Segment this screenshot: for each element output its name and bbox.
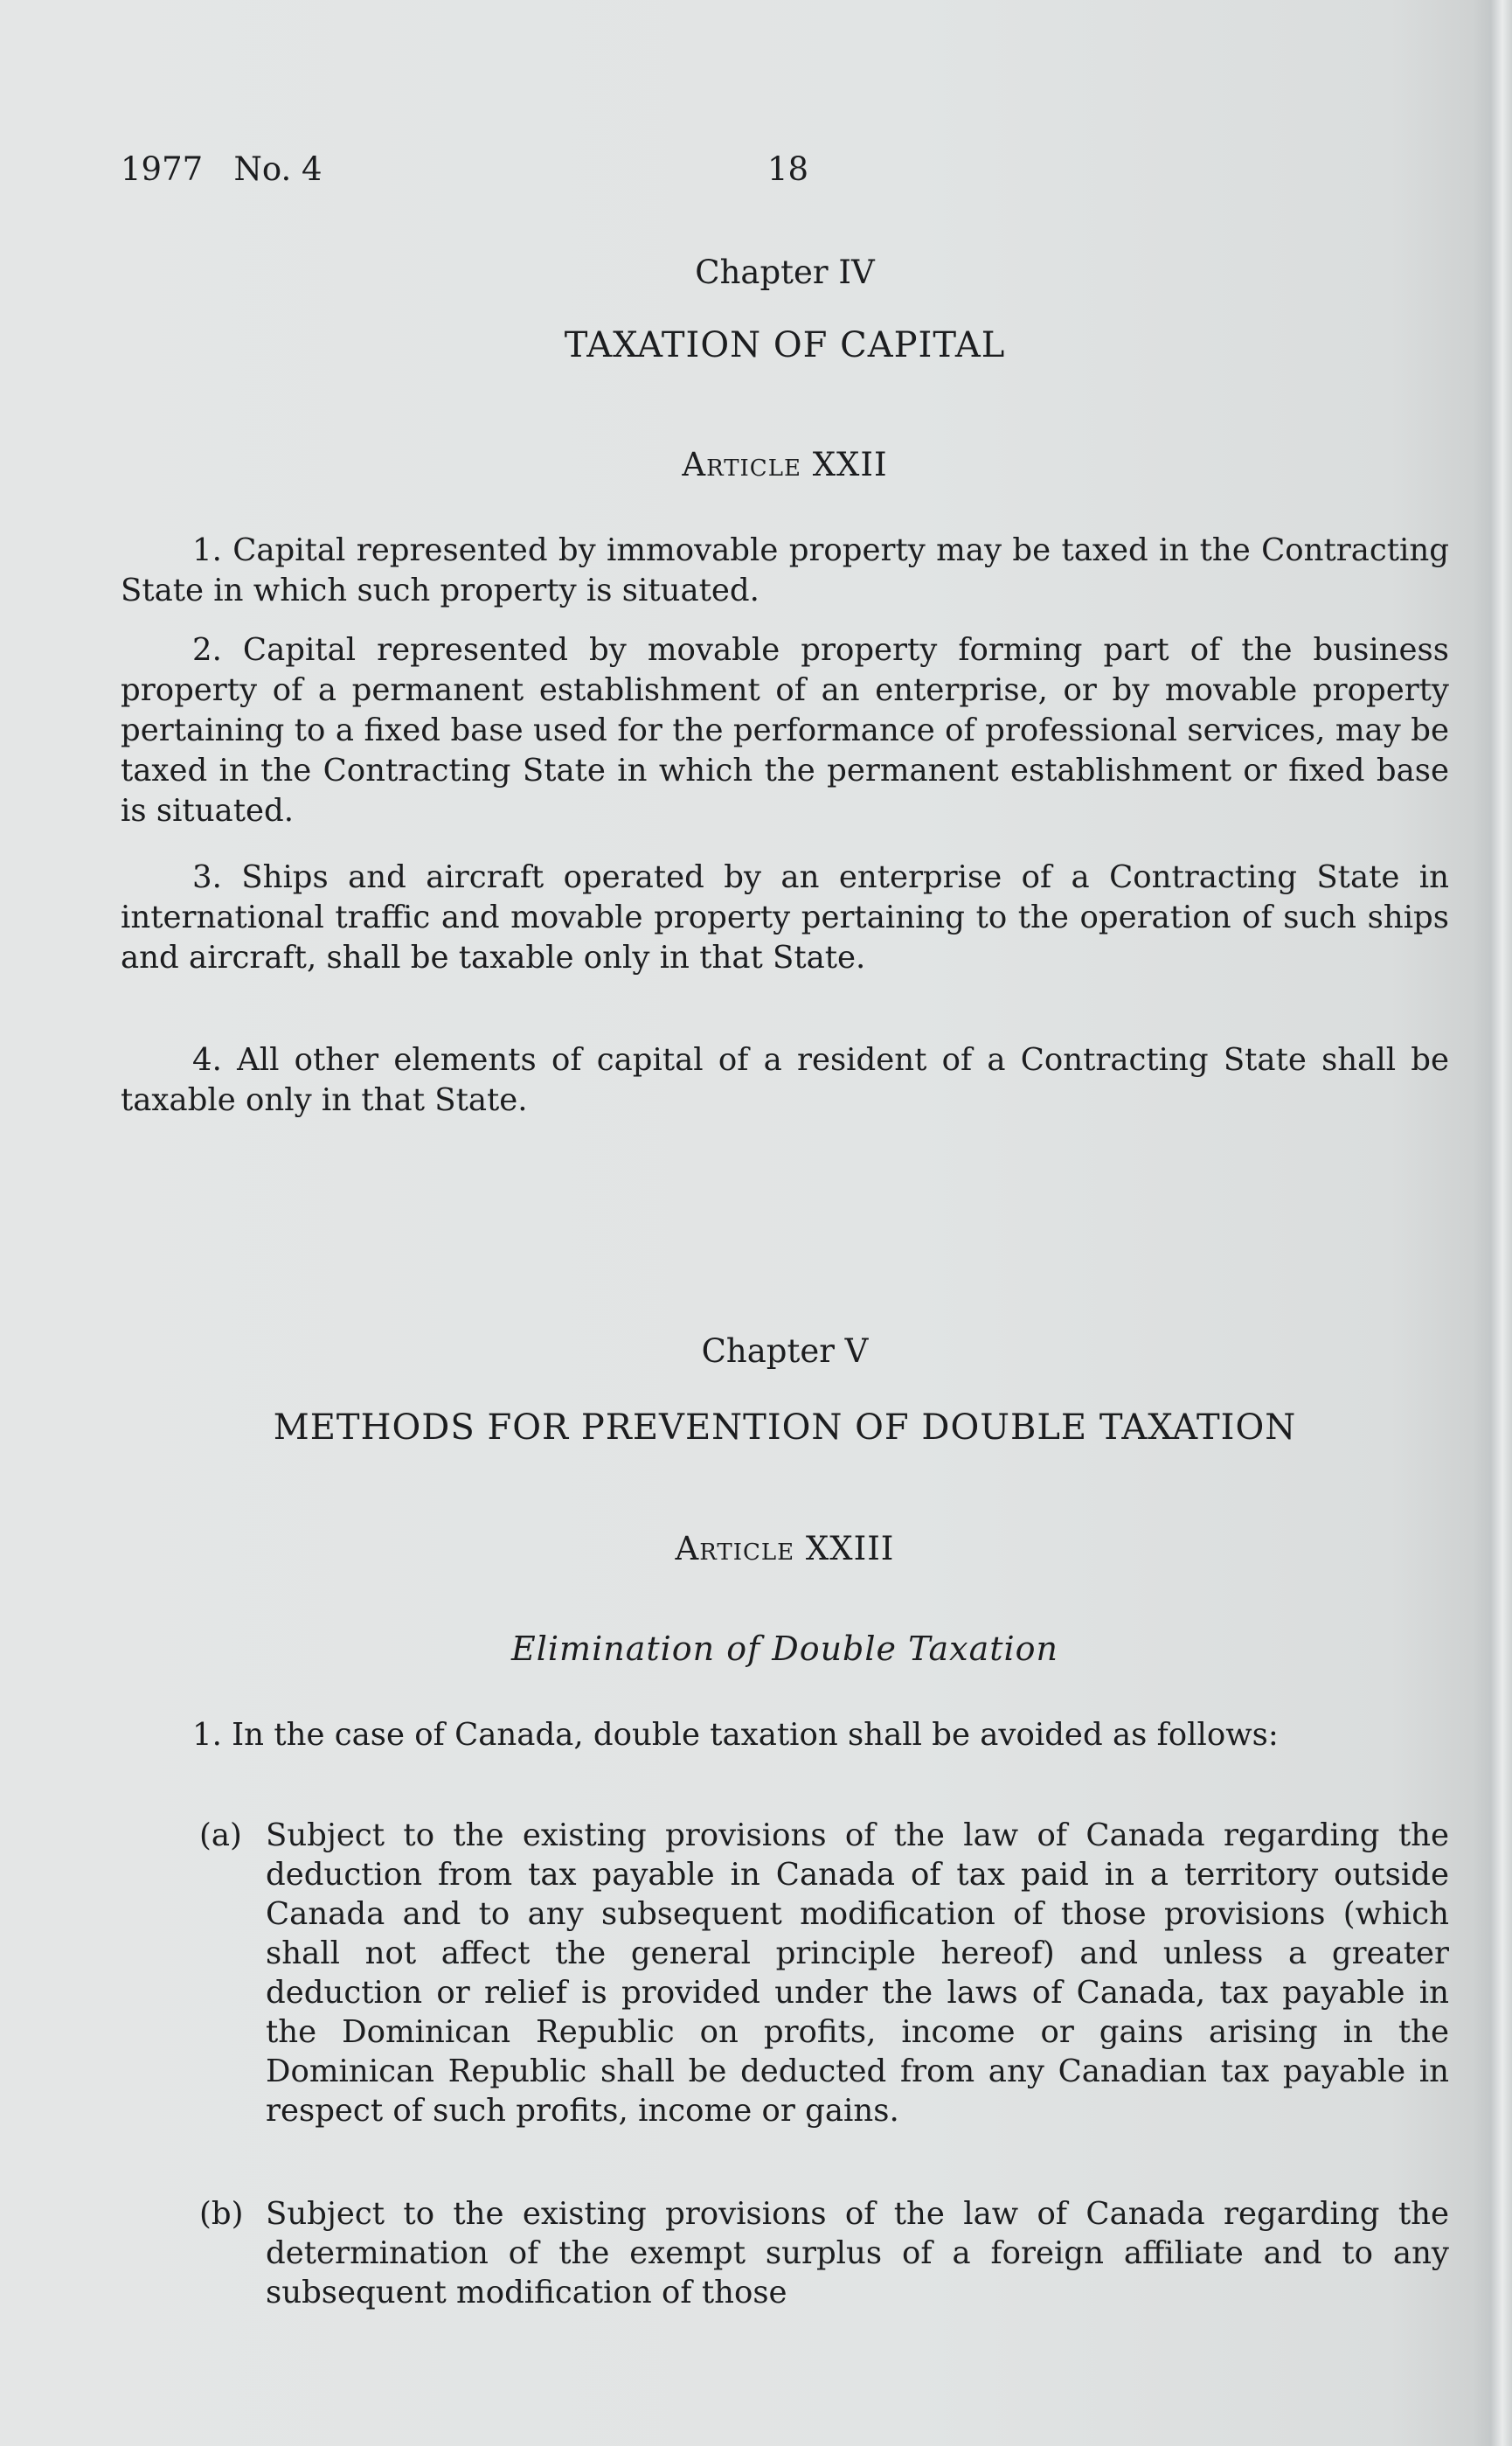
item-b-text: Subject to the existing provisions of the law of Canada regarding the determination of the exempt surplus of a foreign affiliate and to any subsequent modification of those	[266, 2196, 1449, 2310]
item-a-text: Subject to the existing provisions of the law of Canada regarding the deduction from tax payable in Canada of tax paid in a territory outside Canada and to any subsequent modification of those provisions (which shall not affect the general principle hereof) and unless a greater deduction or relief is provided under the laws of Canada, tax payable in the Dominican Republic on profits, income or gains arising in the Dominican Republic shall be deducted from any Canadian tax payable in respect of such profits, income or gains.	[266, 1817, 1449, 2129]
article-xxii-para-4: 4. All other elements of capital of a resident of a Contracting State shall be taxable only in that State.	[121, 1042, 1449, 1118]
chapter-iv-heading: Chapter IV	[695, 254, 875, 291]
article-xxii-para-2: 2. Capital represented by movable property forming part of the business property of a permanent establishment of an enterprise, or by movable property pertaining to a fixed base used for the performance of professional services, may be taxed in the Contracting State in which the permanent establishment or fixed base is situated.	[121, 632, 1449, 829]
page-edge-shadow	[1474, 0, 1512, 2446]
item-a-label: (a)	[199, 1817, 242, 1853]
article-xxiii-item-b	[199, 2194, 1449, 2312]
article-xxii-heading: Article XXII	[682, 446, 888, 483]
article-xxii-para-3: 3. Ships and aircraft operated by an enterprise of a Contracting State in international traffic and movable property pertaining to the operation of such ships and aircraft, shall be taxable only in that State.	[121, 859, 1449, 976]
chapter-iv-title: TAXATION OF CAPITAL	[564, 325, 1006, 365]
chapter-v-heading: Chapter V	[701, 1332, 869, 1370]
chapter-v-title: METHODS FOR PREVENTION OF DOUBLE TAXATION	[273, 1407, 1297, 1448]
item-b-label: (b)	[199, 2196, 244, 2232]
header-page-number: 18	[767, 150, 809, 188]
article-xxiii-heading: Article XXIII	[675, 1530, 895, 1567]
article-xxiii-item-a	[199, 1816, 1449, 2130]
article-xxiii-para-1: 1. In the case of Canada, double taxation shall be avoided as follows:	[192, 1717, 1279, 1753]
page-header	[121, 150, 809, 188]
article-xxiii-subtitle: Elimination of Double Taxation	[510, 1630, 1058, 1668]
article-xxii-para-1: 1. Capital represented by immovable property may be taxed in the Contracting State in which such property is situated.	[121, 532, 1449, 608]
header-year-number: 1977 No. 4	[121, 150, 323, 188]
